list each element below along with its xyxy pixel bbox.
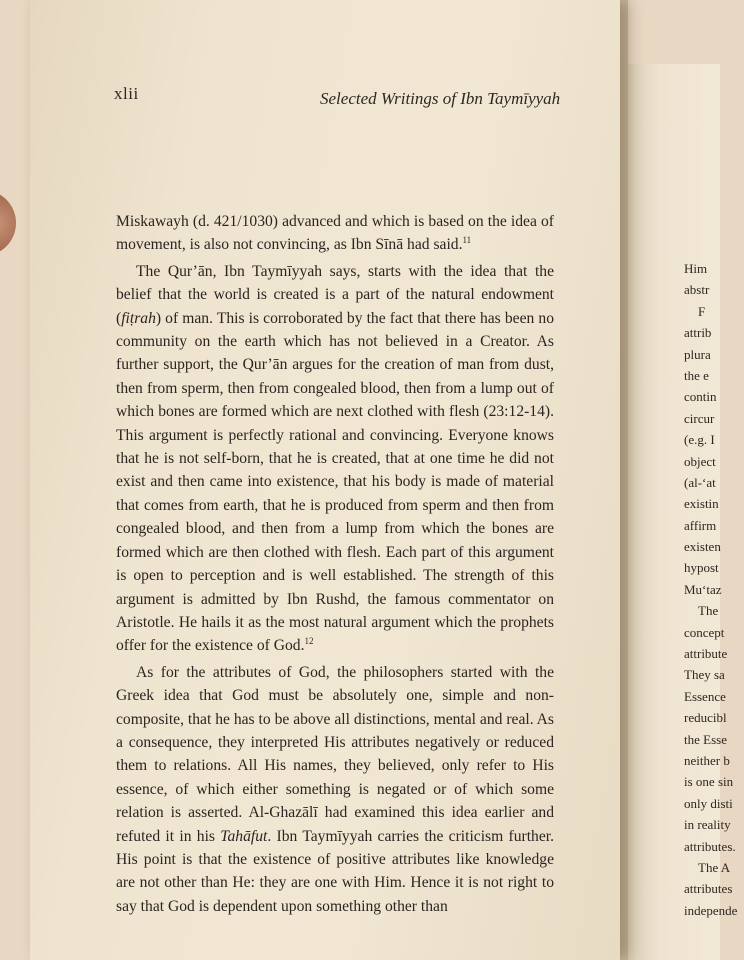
facing-page-line: plura [684, 346, 711, 362]
facing-page-line: The [698, 603, 719, 619]
paragraph-text: The Qur’ān, Ibn Taymīyyah says, starts with the idea that the belief that the world is created is a part of the natural endowment ( [116, 262, 554, 327]
facing-page-line: circur [684, 410, 715, 426]
paragraph-text: ) of man. This is corroborated by the fact that there has been no community on the earth which has not believed in a Creator. As further support, the Qur’ān argues for the creation of man from dust, then from sperm, then from congealed blood, then from a lump out of which bones are formed which are next clothed with flesh (23:12-14). This argument is perfectly rational and convincing. Everyone knows that he is not self-born, that he is created, that at one time he did not exist and then came into existence, that his body is made of material that comes from earth, that he is produced from sperm and then from congealed blood, and then from a lump from which the bones are formed which are then clothed with flesh. Each part of this argument is open to perception and is well established. The strength of this argument is admitted by Ibn Rushd, the famous commentator on Aristotle. He hails it as the most natural argument which the prophets offer for the existence of God. [116, 309, 554, 655]
paragraph [116, 210, 554, 257]
facing-page-line: attributes. [684, 838, 736, 854]
facing-page-line: concept [684, 624, 725, 640]
italic-title: Tahāfut [220, 827, 268, 845]
paragraph [116, 661, 554, 918]
facing-page-line: object [684, 453, 716, 469]
facing-page-line: abstr [684, 282, 710, 298]
facing-page-line: only disti [684, 795, 733, 811]
paragraph [116, 260, 554, 658]
book-title: Selected Writings of Ibn Taymīyyah [320, 89, 561, 108]
facing-page-line: attribute [684, 646, 728, 662]
page-number: xlii [114, 84, 139, 103]
paragraph-text: Miskawayh (d. 421/1030) advanced and which is based on the idea of movement, is also not convincing, as Ibn Sīnā had said. [116, 213, 554, 254]
facing-page-line: contin [684, 389, 717, 405]
facing-page-text [684, 258, 744, 921]
facing-page-line: existen [684, 539, 721, 555]
finger [0, 190, 16, 256]
facing-page-line: (e.g. I [684, 432, 715, 448]
facing-page-line: neither b [684, 752, 730, 768]
italic-term: fiṭrah [121, 309, 156, 327]
facing-page-line: reducibl [684, 710, 727, 726]
facing-page-line: They sa [684, 667, 725, 683]
facing-page-line: the Esse [684, 731, 727, 747]
facing-page-line: (al-‘at [684, 474, 716, 490]
paragraph-text: . Ibn Taymīyyah carries the criticism further. His point is that the existence of positive attributes like knowledge are not other than He: they are one with Him. Hence it is not right to say that God is dependent upon something other than [116, 827, 554, 915]
body-text [116, 210, 554, 918]
facing-page-line: attributes [684, 881, 733, 897]
facing-page-line: Him [684, 261, 708, 276]
footnote-ref: 12 [304, 636, 314, 647]
facing-page-line: Mu‘taz [684, 581, 722, 597]
facing-page-line: Essence [684, 688, 726, 704]
facing-page-line: hypost [684, 560, 719, 576]
facing-page-line: affirm [684, 517, 717, 533]
facing-page-line: independe [684, 902, 738, 918]
facing-page-line: in reality [684, 817, 731, 833]
facing-page-line: the e [684, 367, 709, 383]
facing-page-line: The A [698, 859, 731, 875]
facing-page-line: is one sin [684, 774, 734, 790]
footnote-ref: 11 [462, 235, 472, 246]
facing-page-line: F [698, 303, 706, 319]
facing-page-line: existin [684, 496, 719, 512]
facing-page-line: attrib [684, 325, 712, 341]
paragraph-text: As for the attributes of God, the philosophers started with the Greek idea that God must be absolutely one, simple and non-composite, that he has to be above all distinctions, mental and real. As a consequence, they interpreted His attributes negatively or reduced them to relations. All His names, they believed, only refer to His essence, of which either something is negated or of which some relation is asserted. Al-Ghazālī had examined this idea earlier and refuted it in his [116, 663, 554, 845]
